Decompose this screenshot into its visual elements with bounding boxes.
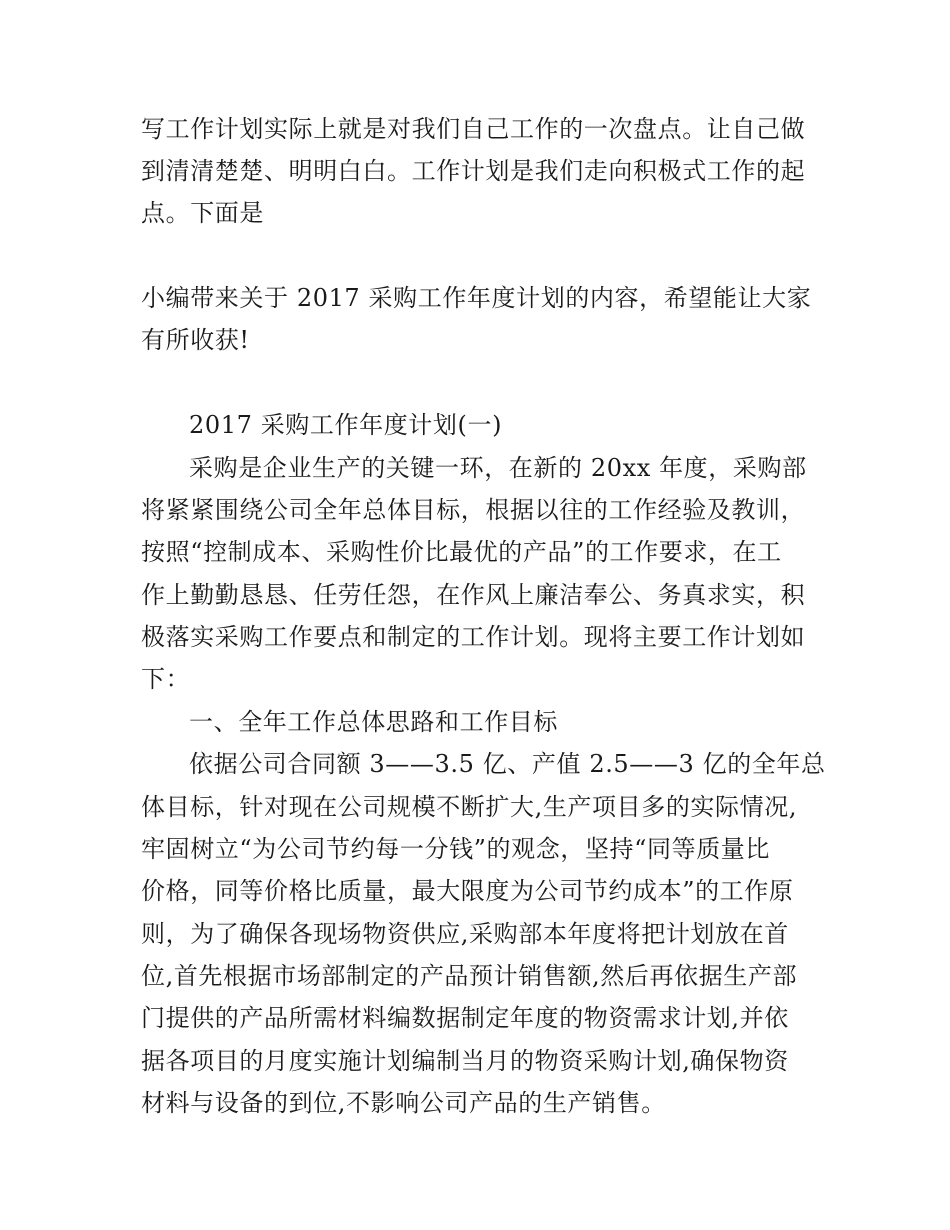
paragraph-line: 采购是企业生产的关键一环，在新的 20xx 年度，采购部 — [189, 454, 807, 482]
paragraph-line: 体目标，针对现在公司规模不断扩大,生产项目多的实际情况, — [141, 793, 798, 821]
paragraph-line: 将紧紧围绕公司全年总体目标，根据以往的工作经验及教训， — [141, 496, 806, 524]
paragraph-line: 按照“控制成本、采购性价比最优的产品”的工作要求，在工 — [141, 538, 782, 566]
paragraph-line: 据各项目的月度实施计划编制当月的物资采购计划,确保物资 — [141, 1047, 789, 1075]
paragraph-line: 则，为了确保各现场物资供应,采购部本年度将把计划放在首 — [141, 920, 789, 948]
paragraph-line: 牢固树立“为公司节约每一分钱”的观念，坚持“同等质量比 — [141, 835, 771, 863]
paragraph-line: 作上勤勤恳恳、任劳任怨，在作风上廉洁奉公、务真求实，积 — [141, 581, 806, 609]
intro-line: 写工作计划实际上就是对我们自己工作的一次盘点。让自己做 — [141, 115, 806, 143]
section-title: 2017 采购工作年度计划(一) — [189, 411, 503, 439]
paragraph-line: 下： — [141, 665, 191, 693]
lead-line: 有所收获! — [141, 326, 250, 354]
paragraph-line: 位,首先根据市场部制定的产品预计销售额,然后再依据生产部 — [141, 962, 798, 990]
paragraph-line: 依据公司合同额 3——3.5 亿、产值 2.5——3 亿的全年总 — [189, 750, 826, 778]
paragraph-line: 极落实采购工作要点和制定的工作计划。现将主要工作计划如 — [141, 623, 806, 651]
lead-line: 小编带来关于 2017 采购工作年度计划的内容，希望能让大家 — [141, 284, 812, 312]
section-heading: 一、全年工作总体思路和工作目标 — [189, 708, 558, 736]
paragraph-line: 门提供的产品所需材料编数据制定年度的物资需求计划,并依 — [141, 1004, 789, 1032]
intro-line: 到清清楚楚、明明白白。工作计划是我们走向积极式工作的起 — [141, 157, 806, 185]
paragraph-line: 价格，同等价格比质量，最大限度为公司节约成本”的工作原 — [141, 877, 794, 905]
paragraph-line: 材料与设备的到位,不影响公司产品的生产销售。 — [141, 1089, 666, 1117]
intro-line: 点。下面是 — [141, 199, 264, 227]
